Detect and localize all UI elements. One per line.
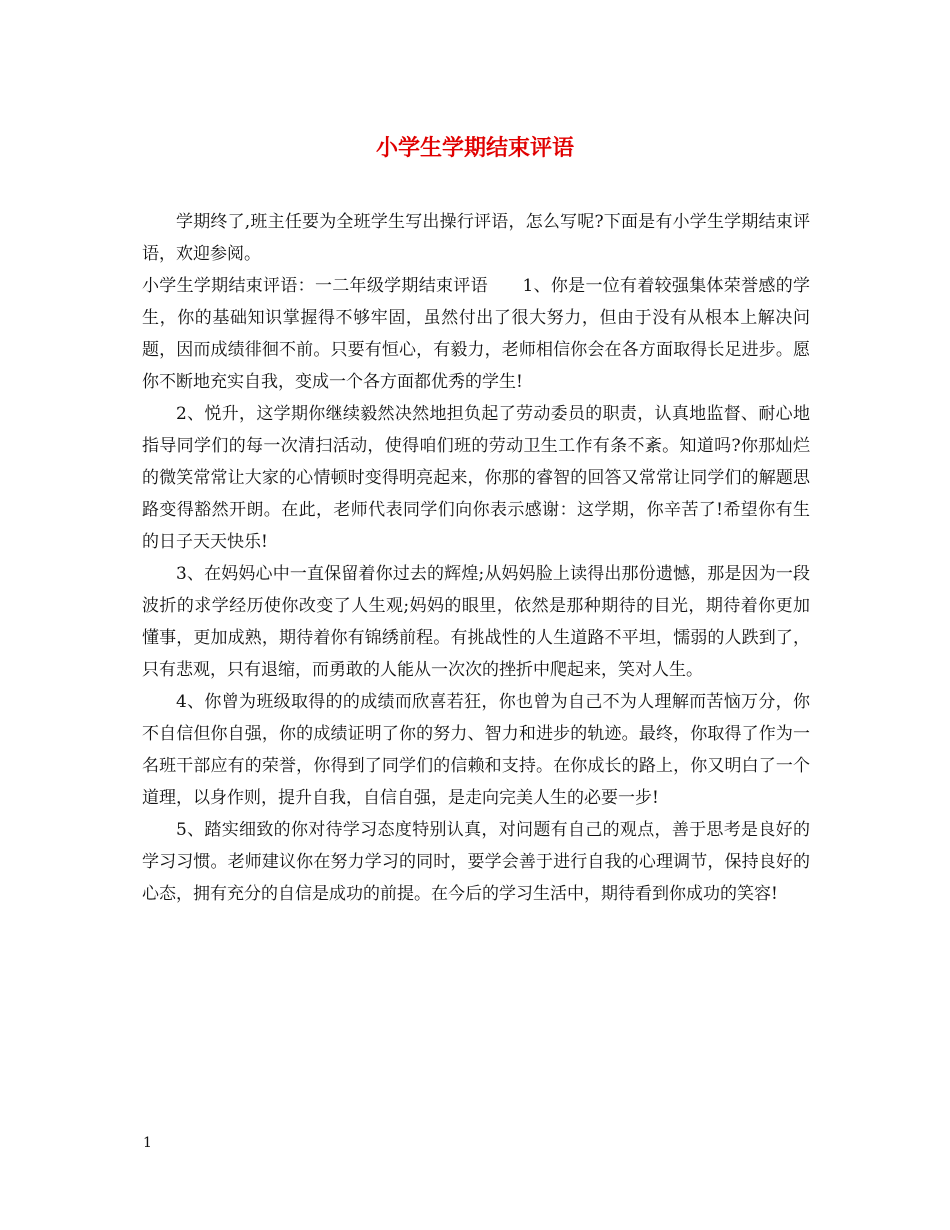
paragraph-intro: 学期终了,班主任要为全班学生写出操行评语，怎么写呢?下面是有小学生学期结束评语，欢迎参阅。 [142, 212, 810, 264]
paragraph-comment-3: 3、在妈妈心中一直保留着你过去的辉煌;从妈妈脸上读得出那份遗憾，那是因为一段波折的求学经历使你改变了人生观;妈妈的眼里，依然是那种期待的目光，期待着你更加懂事，更加成熟，期待着你有锦绣前程。有挑战性的人生道路不平坦，懦弱的人跌到了，只有悲观，只有退缩，而勇敢的人能从一次次的挫折中爬起来，笑对人生。 [142, 564, 810, 680]
document-title: 小学生学期结束评语 [375, 135, 574, 161]
paragraph-comment-5: 5、踏实细致的你对待学习态度特别认真，对问题有自己的观点，善于思考是良好的学习习惯。老师建议你在努力学习的同时，要学会善于进行自我的心理调节，保持良好的心态，拥有充分的自信是成功的前提。在今后的学习生活中，期待看到你成功的笑容! [142, 820, 810, 904]
paragraph-comment-2: 2、悦升，这学期你继续毅然决然地担负起了劳动委员的职责，认真地监督、耐心地指导同学们的每一次清扫活动，使得咱们班的劳动卫生工作有条不紊。知道吗?你那灿烂的微笑常常让大家的心情顿时变得明亮起来，你那的睿智的回答又常常让同学们的解题思路变得豁然开朗。在此，老师代表同学们向你表示感谢：这学期，你辛苦了!希望你有生的日子天天快乐! [142, 404, 810, 552]
page-number: 1 [143, 1135, 152, 1151]
paragraph-comment-4: 4、你曾为班级取得的的成绩而欣喜若狂，你也曾为自己不为人理解而苦恼万分，你不自信但你自强，你的成绩证明了你的努力、智力和进步的轨迹。最终，你取得了作为一名班干部应有的荣誉，你得到了同学们的信赖和支持。在你成长的路上，你又明白了一个道理，以身作则，提升自我，自信自强，是走向完美人生的必要一步! [142, 692, 810, 808]
document-body [142, 206, 810, 910]
paragraph-section-heading-1: 小学生学期结束评语：一二年级学期结束评语 1、你是一位有着较强集体荣誉感的学生，你的基础知识掌握得不够牢固，虽然付出了很大努力，但由于没有从根本上解决问题，因而成绩徘徊不前。只要有恒心，有毅力，老师相信你会在各方面取得长足进步。愿你不断地充实自我，变成一个各方面都优秀的学生! [142, 276, 810, 392]
